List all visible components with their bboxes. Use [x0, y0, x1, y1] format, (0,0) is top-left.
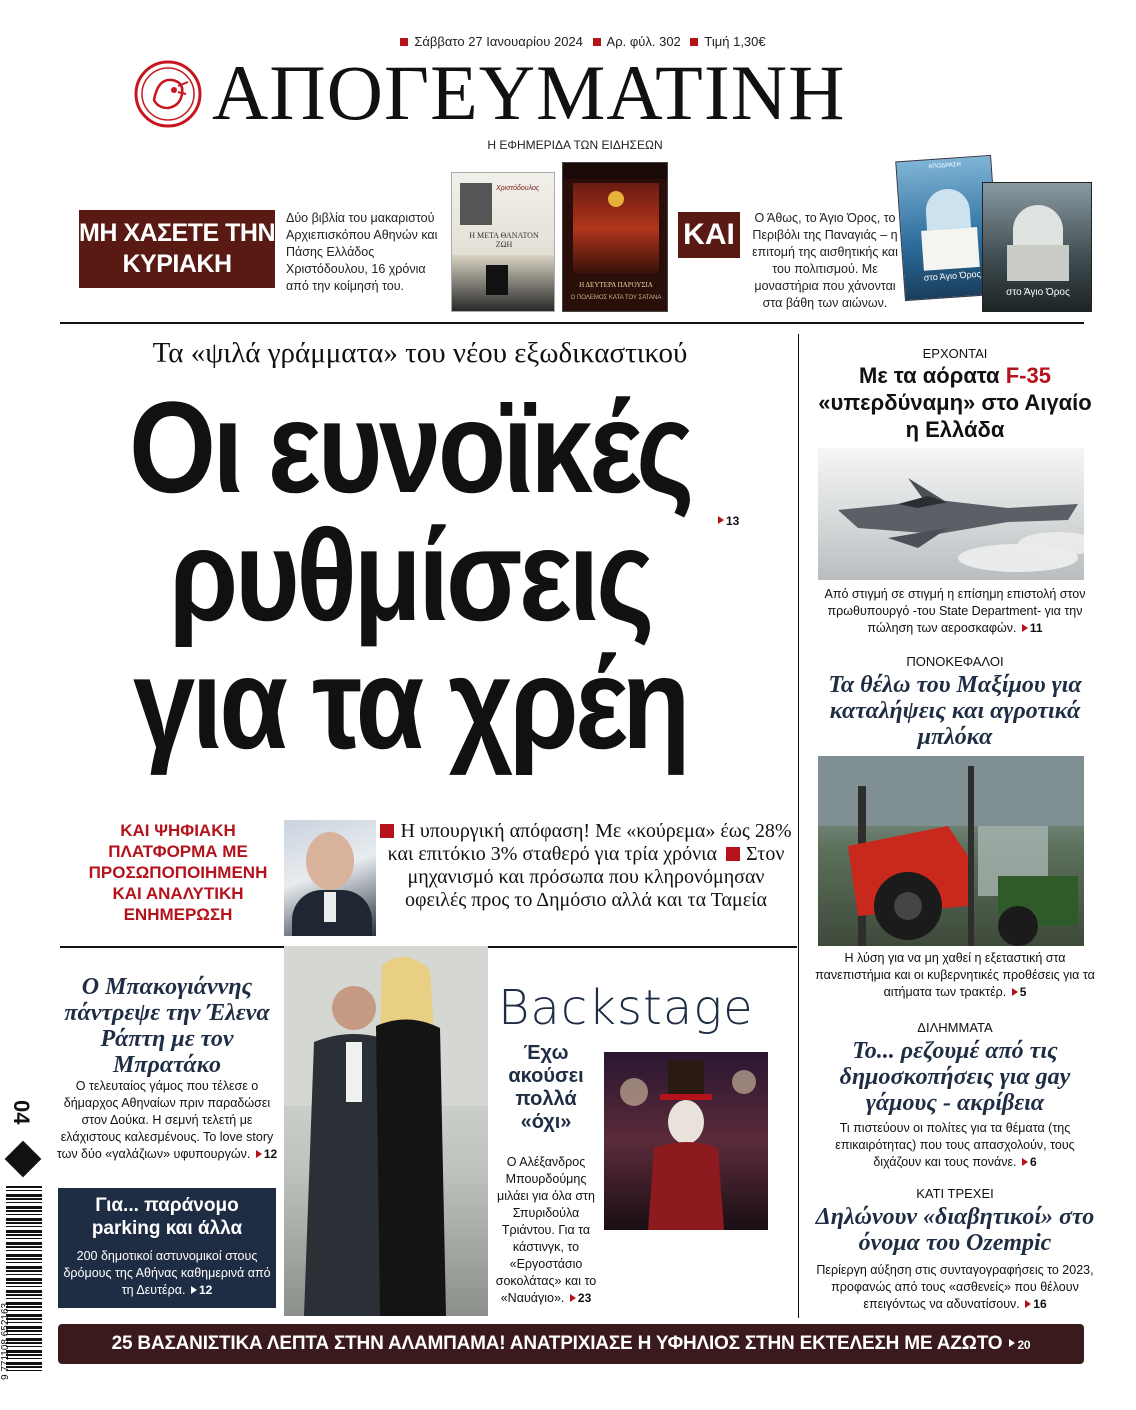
lead-body-1: Η υπουργική απόφαση! Με «κούρεμα» έως 28% και επιτόκιο 3% σταθερό για τρία χρόνια: [387, 820, 792, 865]
promo-athos-book-2: [982, 182, 1092, 312]
side3-kicker: ΔΙΛΗΜΜΑΤΑ: [917, 1020, 993, 1035]
barcode-digits: 9 771108 652163: [0, 1302, 11, 1380]
promo-badge: ΜΗ ΧΑΣΕΤΕ ΤΗΝ ΚΥΡΙΑΚΗ: [79, 210, 275, 288]
promo-kai-badge: ΚΑΙ: [678, 212, 740, 258]
athos-book1-title: στο Άγιο Όρος: [923, 268, 982, 283]
wedding-headline: Ο Μπακογιάννης πάντρεψε την Έλενα Ράπτη με τον Μπρατάκο: [64, 974, 270, 1078]
side2-headline: Τα θέλω του Μαξίμου για καταλήψεις και αγροτικά μπλόκα: [828, 672, 1082, 750]
header-divider: [60, 322, 1084, 324]
side4-kicker: ΚΑΤΙ ΤΡΕΧΕΙ: [916, 1186, 994, 1201]
wedding-photo: [284, 946, 488, 1316]
lead-headline-line-3: για τα χρέη: [132, 630, 688, 776]
side1-kicker: ΕΡΧΟΝΤΑΙ: [922, 346, 988, 361]
lead-body-2: Στον μηχανισμό και πρόσωπα που κληρονόμησαν οφειλές προς το Δημόσιο αλλά και τα Ταμεία: [404, 843, 785, 911]
masthead-title: ΑΠΟΓΕΥΜΑΤΙΝΗ: [212, 49, 846, 136]
column-divider: [798, 334, 799, 1318]
issue-number: Αρ. φύλ. 302: [606, 34, 681, 49]
parking-headline: Για... παράνομο parking και άλλα: [91, 1195, 243, 1239]
lead-kicker: Τα «ψιλά γράμματα» του νέου εξωδικαστικού: [152, 337, 688, 369]
side3-text: Τι πιστεύουν οι πολίτες για τα θέματα (της επικαιρότητας) που τους απασχολούν, τους διχάζουν και τους πονάνε. 6: [835, 1121, 1075, 1169]
side3-headline: Το... ρεζουμέ από τις δημοσκοπήσεις για gay γάμους - ακρίβεια: [839, 1038, 1071, 1116]
masthead-subtitle: Η ΕΦΗΜΕΡΙΔΑ ΤΩΝ ΕΙΔΗΣΕΩΝ: [487, 138, 663, 152]
side4-headline: Δηλώνουν «διαβητικοί» στο όνομα του Ozempic: [815, 1204, 1095, 1256]
lead-headline: [92, 374, 728, 776]
side1-text: Από στιγμή σε στιγμή η επίσημη επιστολή στον πρωθυπουργό -του State Department- για την πώληση των αεροσκαφών. 11: [824, 587, 1086, 635]
barcode: [6, 1186, 42, 1374]
issue-number-vertical: 04: [9, 1100, 34, 1125]
side2-kicker: ΠΟΝΟΚΕΦΑΛΟΙ: [906, 654, 1004, 669]
price: Τιμή 1,30€: [704, 34, 766, 49]
lead-side-callout: ΚΑΙ ΨΗΦΙΑΚΗ ΠΛΑΤΦΟΡΜΑ ΜΕ ΠΡΟΣΩΠΟΠΟΙΗΜΕΝΗ ΚΑΙ ΑΝΑΛΥΤΙΚΗ ΕΝΗΜΕΡΩΣΗ: [88, 821, 268, 924]
minister-photo: [284, 820, 376, 936]
side4-text: Περίεργη αύξηση στις συνταγογραφήσεις το 2023, προφανώς από τους «ασθενείς» που θέλουν επειγόντως να αδυνατίσουν. 16: [816, 1263, 1094, 1311]
barcode-diamond-icon: [5, 1141, 42, 1178]
masthead-dateline: [300, 34, 860, 49]
lead-headline-line-1: Οι ευνοϊκές: [129, 374, 691, 520]
backstage-label: Backstage: [498, 980, 754, 1036]
lead-body: [380, 820, 792, 912]
athos-book1-top: ΑΠΟΔΡΑΣΗ: [928, 161, 962, 171]
logo-emblem-icon: [134, 60, 202, 128]
f35-photo: [818, 448, 1084, 580]
side1-headline: Με τα αόρατα F-35 «υπερδύναμη» στο Αιγαίο η Ελλάδα: [818, 363, 1092, 442]
book1-title: Η ΜΕΤΑ ΘΑΝΑΤΟΝ ΖΩΗ: [469, 231, 539, 249]
book2-title: Η ΔΕΥΤΕΡΑ ΠΑΡΟΥΣΙΑ: [579, 281, 653, 289]
promo-books-text: Δύο βιβλία του μακαριστού Αρχιεπισκόπου Αθηνών και Πάσης Ελλάδος Χριστόδουλου, 16 χρόνια από την κοίμησή του.: [286, 211, 438, 293]
book2-sub: Ο ΠΟΛΕΜΟΣ ΚΑΤΑ ΤΟΥ ΣΑΤΑΝΑ: [570, 295, 662, 301]
footer-headline: 25 ΒΑΣΑΝΙΣΤΙΚΑ ΛΕΠΤΑ ΣΤΗΝ ΑΛΑΜΠΑΜΑ! ΑΝΑΤΡΙΧΙΑΣΕ Η ΥΦΗΛΙΟΣ ΣΤΗΝ ΕΚΤΕΛΕΣΗ ΜΕ ΑΖΩΤΟ 20: [111, 1333, 1031, 1354]
athos-book2-title: στο Άγιο Όρος: [1006, 287, 1070, 298]
promo-book-2: [562, 162, 668, 312]
wedding-text: Ο τελευταίος γάμος που τέλεσε ο δήμαρχος Αθηναίων πριν παραδώσει στον Δούκα. Η σεμνή τελετή με ελάχιστους καλεσμένους. Το love story των δύο «γαλάζιων» υφυπουργών. 12: [56, 1079, 278, 1161]
side2-text: Η λύση για να μη χαθεί η εξεταστική στα πανεπιστήμια και οι κυβερνητικές προθέσεις για τα αιτήματα των τρακτέρ. 5: [815, 951, 1095, 999]
backstage-headline: Έχω ακούσει πολλά «όχι»: [508, 1042, 584, 1133]
backstage-photo: [604, 1052, 768, 1230]
promo-book-1: [451, 172, 555, 312]
lead-headline-line-2: ρυθμίσεις: [169, 502, 651, 648]
backstage-text: Ο Αλέξανδρος Μπουρδούμης μιλάει για όλα στη Σπυριδούλα Τριάντου. Για τα κάστινγκ, το «Εργοστάσιο σοκολάτας» και το «Ναυάγιο». 23: [495, 1155, 597, 1305]
date: Σάββατο 27 Ιανουαρίου 2024: [414, 34, 583, 49]
promo-athos-text: Ο Άθως, το Άγιο Όρος, το Περιβόλι της Παναγιάς – η επιτομή της αισθητικής και του πολιτισμού. Με μοναστήρια που χάνονται στα βάθη των αιώνων.: [752, 211, 898, 310]
book1-author: Χριστόδουλος: [496, 185, 540, 192]
parking-text: 200 δημοτικοί αστυνομικοί στους δρόμους της Αθήνας καθημερινά από τη Δευτέρα. 12: [63, 1249, 271, 1297]
tractor-photo: [818, 756, 1084, 946]
lead-page-ref: 13: [716, 512, 739, 530]
